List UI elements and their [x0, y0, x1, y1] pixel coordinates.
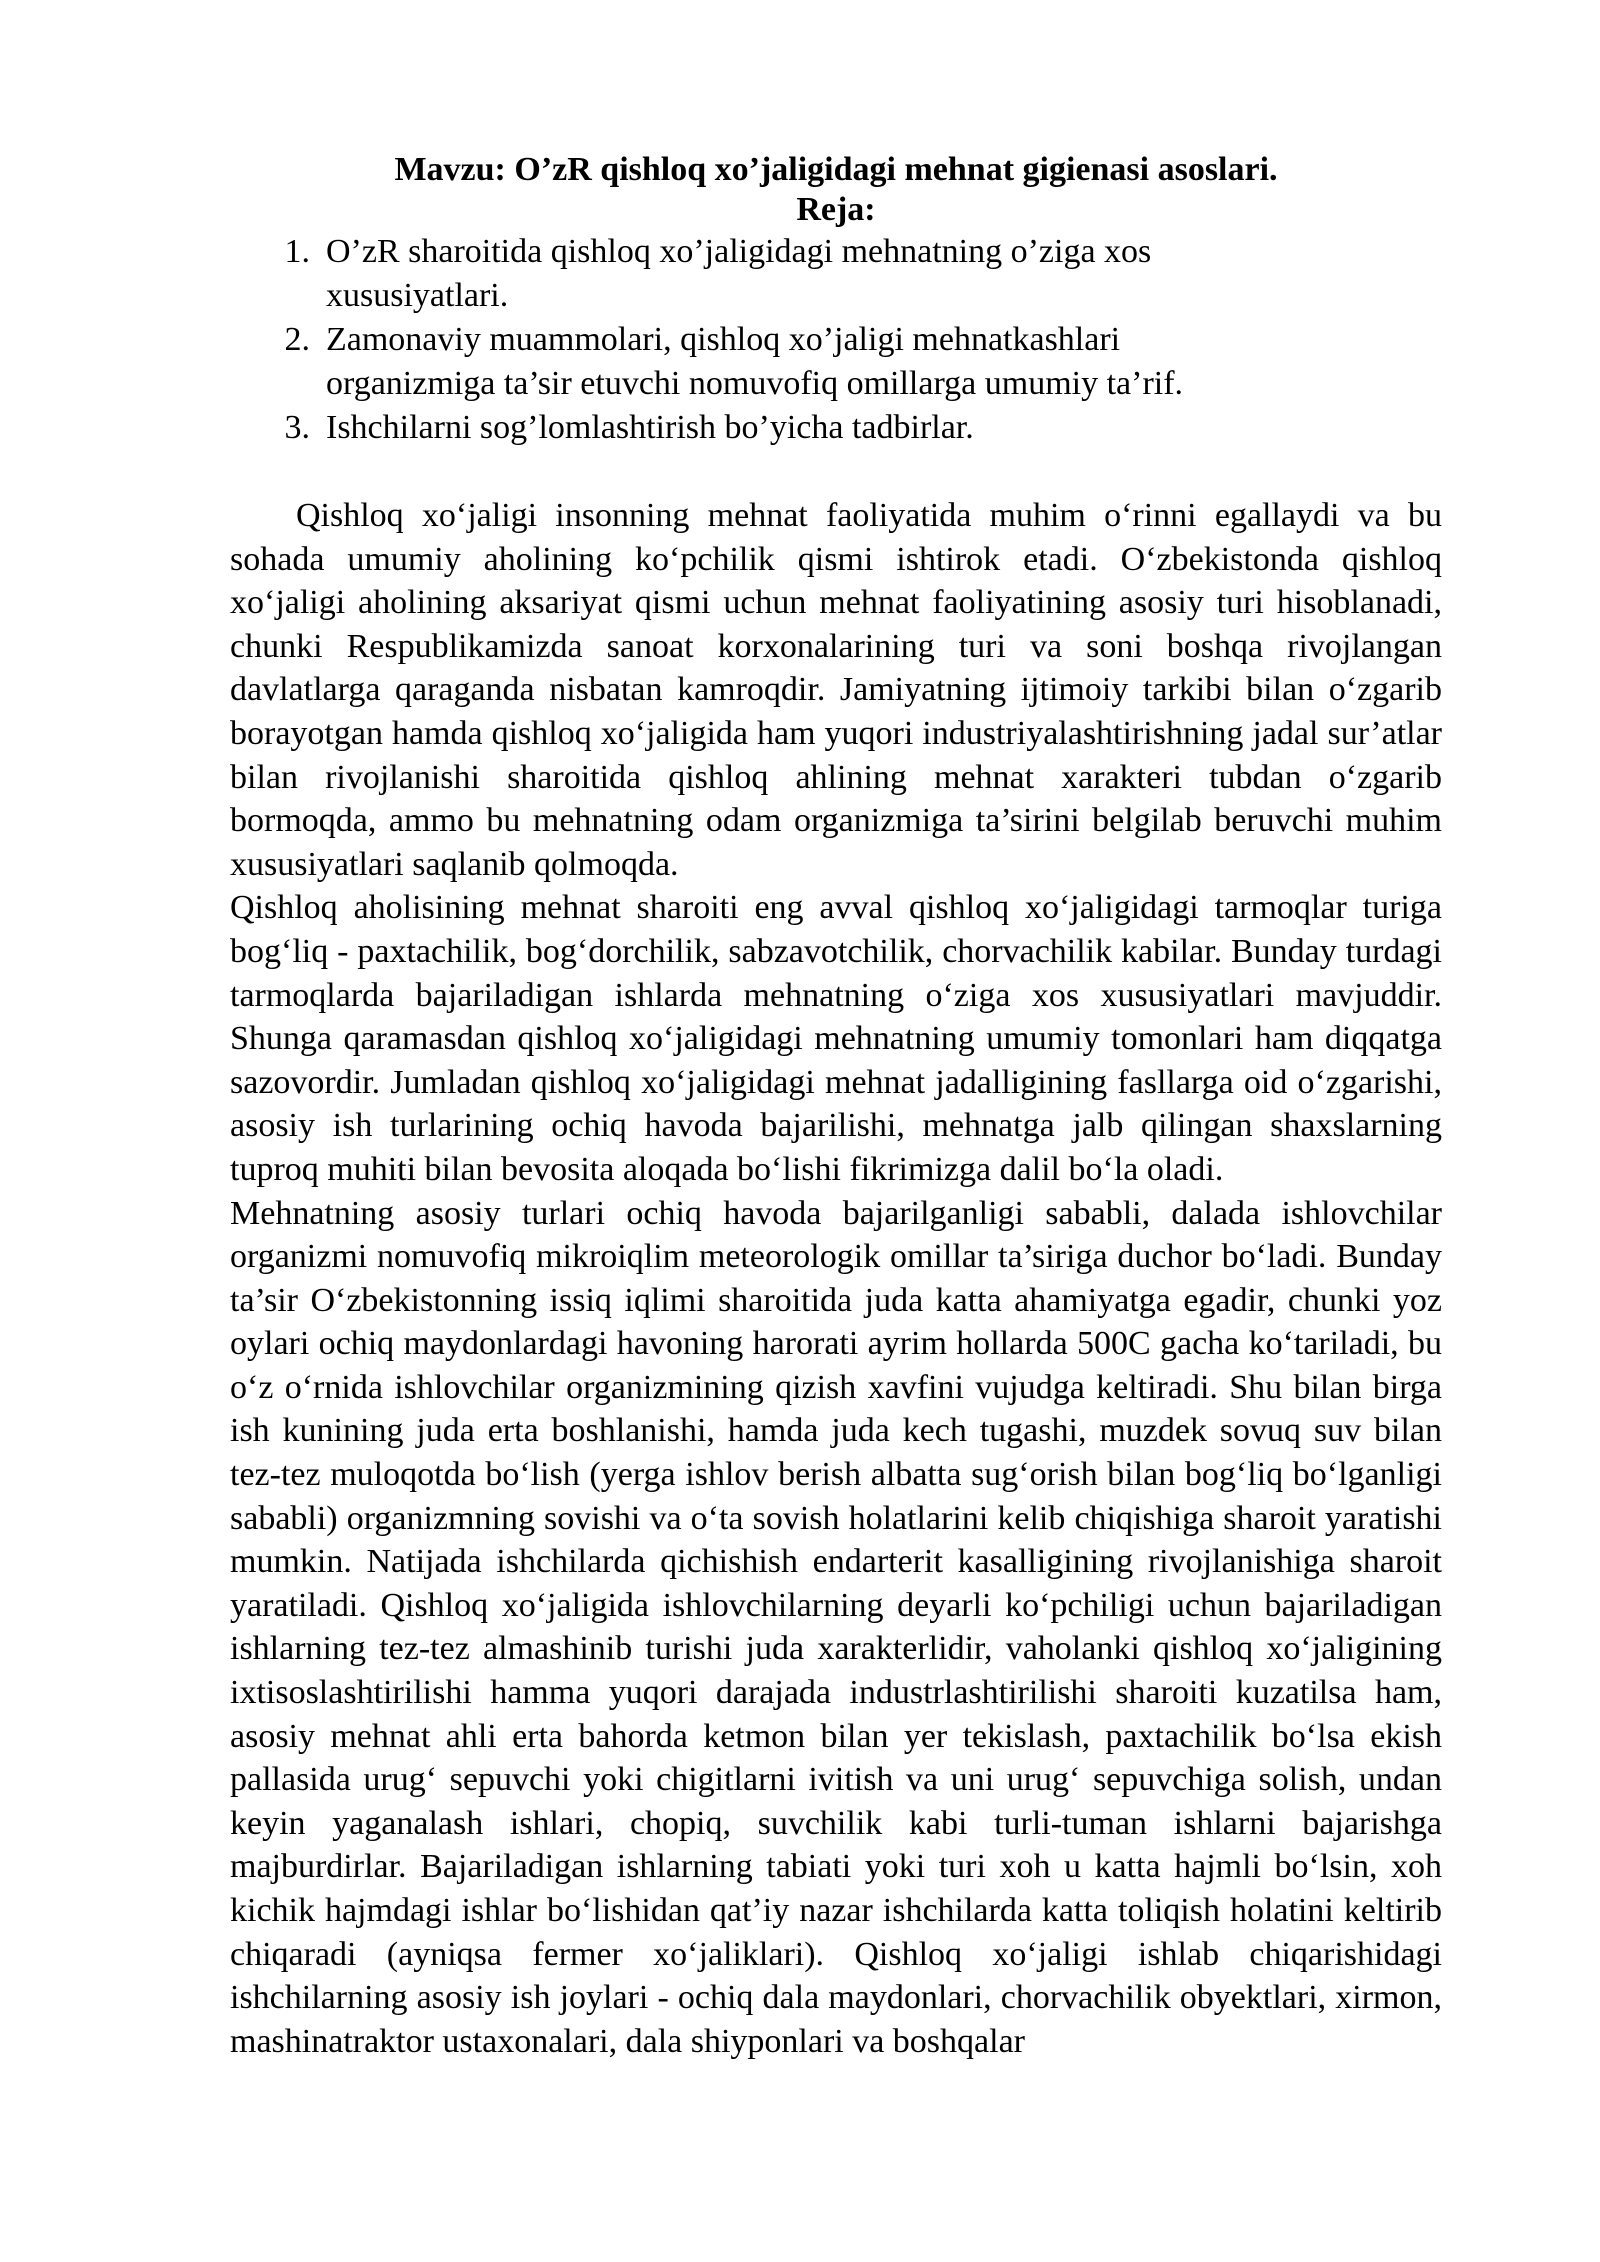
plan-item	[230, 406, 1442, 450]
plan-item	[230, 318, 1442, 406]
plan-item-number: 1.	[284, 233, 310, 270]
plan-list	[230, 230, 1442, 450]
document-title: Mavzu: O’zR qishloq xo’jaligidagi mehnat gigienasi asoslari.	[394, 151, 1278, 188]
plan-item-number: 3.	[284, 409, 310, 446]
document-body	[230, 494, 1442, 2063]
document-page	[230, 150, 1442, 2063]
body-paragraph: Qishloq xo‘jaligi insonning mehnat faoliyatida muhim o‘rinni egallaydi va bu sohada umumiy aholining ko‘pchilik qismi ishtirok etadi. O‘zbekistonda qishloq xo‘jaligi aholining aksariyat qismi uchun mehnat faoliyatining asosiy turi hisoblanadi, chunki Respublikamizda sanoat korxonalarining turi va soni boshqa rivojlangan davlatlarga qaraganda nisbatan kamroqdir. Jamiyatning ijtimoiy tarkibi bilan o‘zgarib borayotgan hamda qishloq xo‘jaligida ham yuqori industriyalashtirishning jadal sur’atlar bilan rivojlanishi sharoitida qishloq ahlining mehnat xarakteri tubdan o‘zgarib bormoqda, ammo bu mehnatning odam organizmiga ta’sirini belgilab beruvchi muhim xususiyatlari saqlanib qolmoqda.	[230, 497, 1442, 883]
plan-item-number: 2.	[284, 321, 310, 358]
plan-item-text: Ishchilarni sog’lomlashtirish bo’yicha tadbirlar.	[326, 409, 974, 446]
body-paragraph: Qishloq aholisining mehnat sharoiti eng avval qishloq xo‘jaligidagi tarmoqlar turiga bog‘liq - paxtachilik, bog‘dorchilik, sabzavotchilik, chorvachilik kabilar. Bunday turdagi tarmoqlarda bajariladigan ishlarda mehnatning o‘ziga xos xususiyatlari mavjuddir. Shunga qaramasdan qishloq xo‘jaligidagi mehnatning umumiy tomonlari ham diqqatga sazovordir. Jumladan qishloq xo‘jaligidagi mehnat jadalligining fasllarga oid o‘zgarishi, asosiy ish turlarining ochiq havoda bajarilishi, mehnatga jalb qilingan shaxslarning tuproq muhiti bilan bevosita aloqada bo‘lishi fikrimizga dalil bo‘la oladi.	[230, 889, 1442, 1188]
plan-heading: Reja:	[796, 191, 876, 228]
plan-item	[230, 230, 1442, 318]
plan-item-text: Zamonaviy muammolari, qishloq xo’jaligi mehnatkashlari organizmiga ta’sir etuvchi nomuvofiq omillarga umumiy ta’rif.	[326, 321, 1184, 402]
body-paragraph: Mehnatning asosiy turlari ochiq havoda bajarilganligi sababli, dalada ishlovchilar organizmi nomuvofiq mikroiqlim meteorologik omillar ta’siriga duchor bo‘ladi. Bunday ta’sir O‘zbekistonning issiq iqlimi sharoitida juda katta ahamiyatga egadir, chunki yoz oylari ochiq maydonlardagi havoning harorati ayrim hollarda 500C gacha ko‘tariladi, bu o‘z o‘rnida ishlovchilar organizmining qizish xavfini vujudga keltiradi. Shu bilan birga ish kunining juda erta boshlanishi, hamda juda kech tugashi, muzdek sovuq suv bilan tez-tez muloqotda bo‘lish (yerga ishlov berish albatta sug‘orish bilan bog‘liq bo‘lganligi sababli) organizmning sovishi va o‘ta sovish holatlarini kelib chiqishiga sharoit yaratishi mumkin. Natijada ishchilarda qichishish endarterit kasalligining rivojlanishiga sharoit yaratiladi. Qishloq xo‘jaligida ishlovchilarning deyarli ko‘pchiligi uchun bajariladigan ishlarning tez-tez almashinib turishi juda xarakterlidir, vaholanki qishloq xo‘jaligining ixtisoslashtirilishi hamma yuqori darajada industrlashtirilishi sharoiti kuzatilsa ham, asosiy mehnat ahli erta bahorda ketmon bilan yer tekislash, paxtachilik bo‘lsa ekish pallasida urug‘ sepuvchi yoki chigitlarni ivitish va uni urug‘ sepuvchiga solish, undan keyin yaganalash ishlari, chopiq, suvchilik kabi turli-tuman ishlarni bajarishga majburdirlar. Bajariladigan ishlarning tabiati yoki turi xoh u katta hajmli bo‘lsin, xoh kichik hajmdagi ishlar bo‘lishidan qat’iy nazar ishchilarda katta toliqish holatini keltirib chiqaradi (ayniqsa fermer xo‘jaliklari). Qishloq xo‘jaligi ishlab chiqarishidagi ishchilarning asosiy ish joylari - ochiq dala maydonlari, chorvachilik obyektlari, xirmon, mashinatraktor ustaxonalari, dala shiyponlari va boshqalar	[230, 1194, 1442, 2060]
plan-item-text: O’zR sharoitida qishloq xo’jaligidagi mehnatning o’ziga xos xususiyatlari.	[326, 233, 1152, 314]
